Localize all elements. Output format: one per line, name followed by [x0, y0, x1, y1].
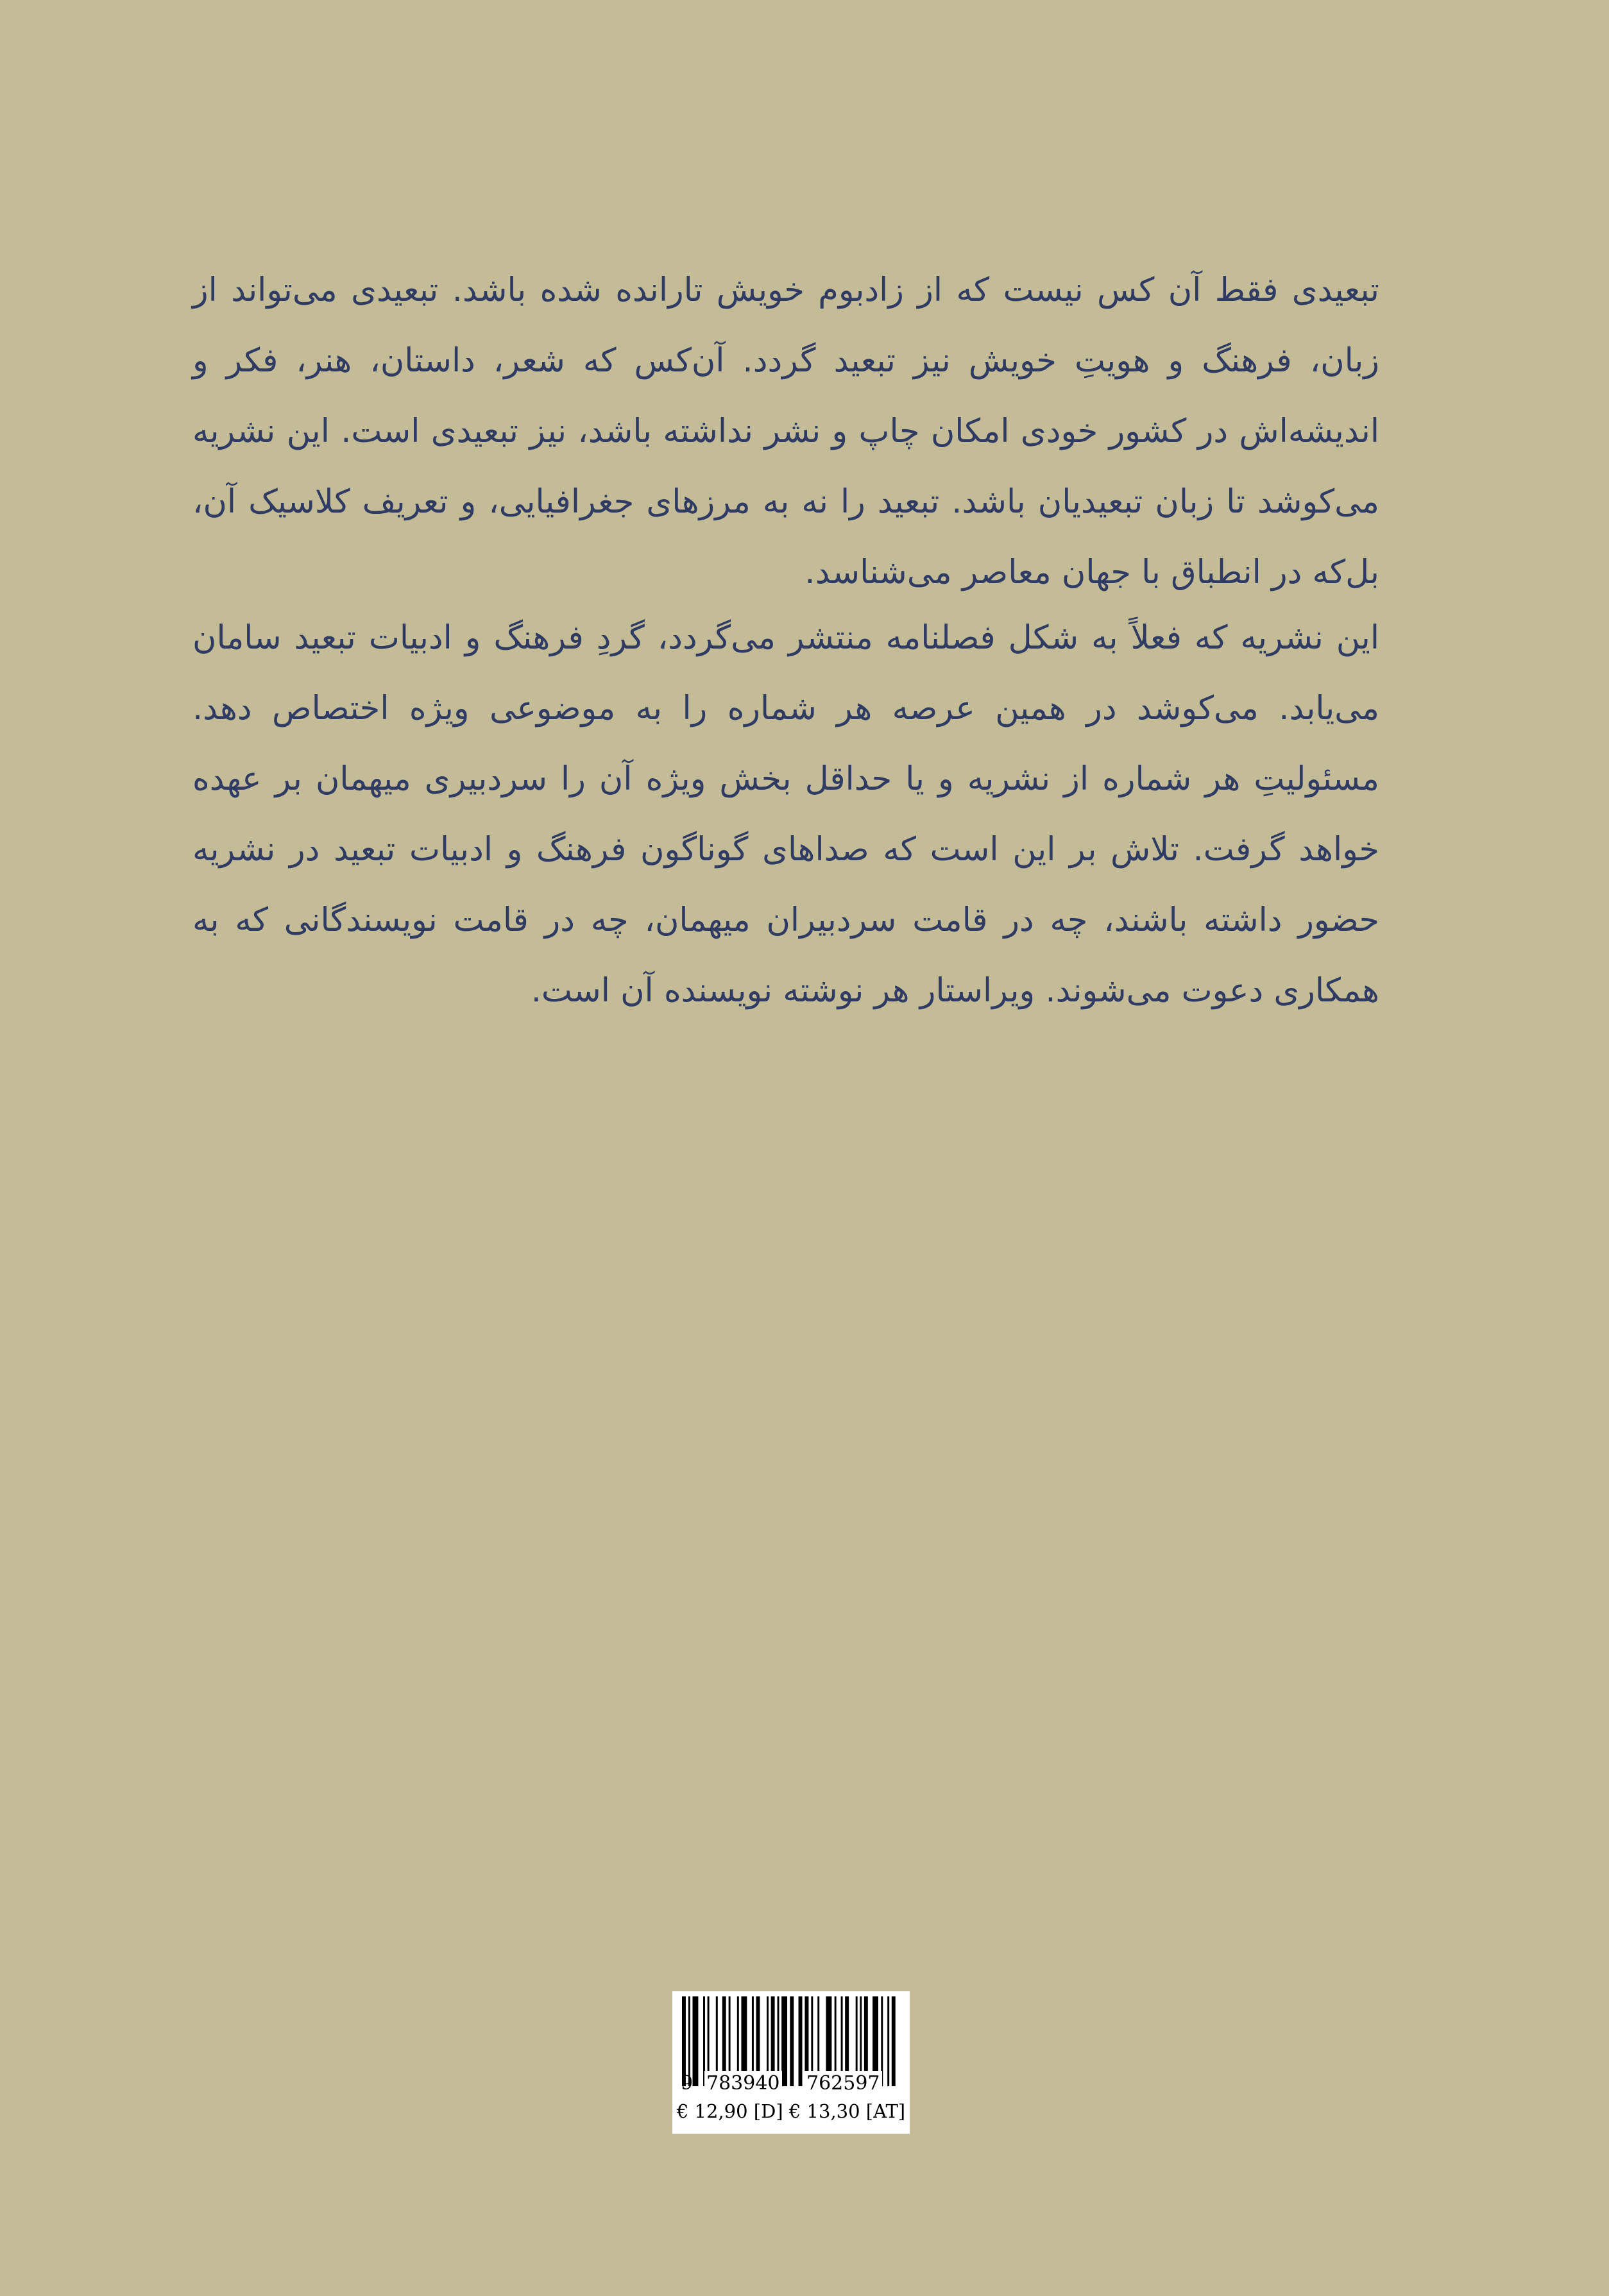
mission-paragraph	[192, 603, 1379, 1026]
isbn-number	[679, 2071, 903, 2096]
isbn-barcode	[672, 1991, 910, 2134]
mission-paragraph-text: این نشریه که فعلاً به شکل فصلنامه منتشر می‌گردد، گردِ فرهنگ و ادبیات تبعید سامان می‌یابد. می‌کوشد در همین عرصه هر شماره را به موضوعی ویژه اختصاص دهد. مسئولیتِ هر شماره از نشریه و یا حداقل بخش ویژه آن را سردبیری میهمان بر عهده خواهد گرفت. تلاش بر این است که صداهای گوناگون فرهنگ و ادبیات تبعید در نشریه حضور داشته باشند، چه در قامت سردبیران میهمان، چه در قامت نویسندگانی که به همکاری دعوت می‌شوند. ویراستار هر نوشته نویسنده آن است.	[192, 619, 1379, 1010]
isbn-first-digit: 9	[681, 2072, 694, 2095]
intro-paragraph-text: تبعیدی فقط آن کس نیست که از زادبوم خویش تارانده شده باشد. تبعیدی می‌تواند از زبان، فرهنگ و هویتِ خویش نیز تبعید گردد. آن‌کس که شعر، داستان، هنر، فکر و اندیشه‌اش در کشور خودی امکان چاپ و نشر نداشته باشد، نیز تبعیدی است. این نشریه می‌کوشد تا زبان تبعیدیان باشد. تبعید را نه به مرزهای جغرافیایی، و تعریف کلاسیک آن، بل‌که در انطباق با جهان معاصر می‌شناسد.	[192, 271, 1379, 591]
isbn-left-group: 783940	[704, 2071, 782, 2096]
isbn-right-group: 762597	[804, 2071, 882, 2096]
intro-paragraph	[192, 255, 1379, 608]
price-label: € 12,90 [D] € 13,30 [AT]	[676, 2100, 906, 2122]
